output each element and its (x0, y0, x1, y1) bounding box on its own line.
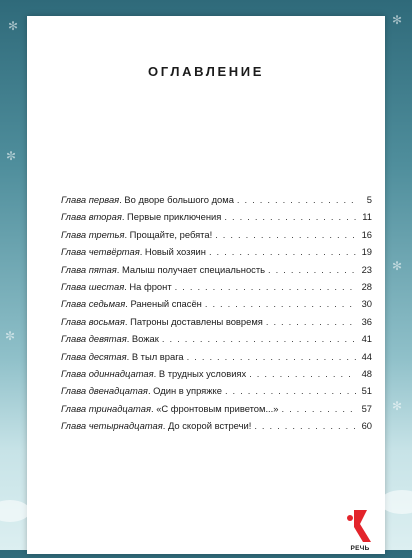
toc-entry (61, 420, 372, 437)
snowflake-icon: ✻ (8, 19, 19, 33)
toc-title: . Новый хозяин (139, 246, 206, 258)
toc-entry (61, 351, 372, 368)
toc-title: . В трудных условиях (153, 367, 247, 379)
toc-chapter: Глава четырнадцатая (61, 420, 163, 432)
toc-chapter: Глава вторая (61, 211, 122, 223)
publisher-name: РЕЧЬ (350, 545, 370, 552)
dot-leader (281, 403, 356, 414)
decorative-shape (0, 500, 30, 522)
toc-entry (61, 385, 372, 402)
toc-chapter: Глава восьмая (61, 315, 125, 327)
toc-title: . Во дворе большого дома (119, 194, 234, 205)
toc-page-number: 11 (362, 211, 372, 223)
table-of-contents (61, 194, 372, 437)
toc-page-number: 5 (366, 194, 372, 205)
dot-leader (224, 211, 356, 222)
page-title: ОГЛАВЛЕНИЕ (148, 64, 264, 79)
dot-leader (237, 194, 356, 205)
toc-page-number: 23 (361, 263, 372, 275)
dot-leader (225, 385, 356, 396)
toc-entry (61, 298, 372, 315)
toc-entry (61, 264, 372, 281)
toc-entry (61, 281, 372, 298)
toc-title: . Прощайте, ребята! (124, 228, 213, 240)
toc-chapter: Глава пятая (61, 263, 117, 275)
toc-page-number: 19 (361, 246, 372, 258)
toc-title: . Патроны доставлены вовремя (124, 315, 263, 327)
snowflake-icon: ✻ (392, 13, 403, 27)
dot-leader (254, 420, 356, 431)
snowflake-icon: ✼ (6, 149, 17, 163)
toc-page-number: 28 (361, 280, 372, 292)
toc-chapter: Глава четвёртая (61, 246, 140, 258)
toc-chapter: Глава шестая (61, 280, 125, 292)
toc-page-number: 30 (361, 298, 372, 310)
dot-leader (175, 281, 356, 292)
toc-page-number: 36 (361, 315, 372, 327)
snowflake-icon: ✻ (392, 259, 403, 273)
toc-entry (61, 211, 372, 228)
toc-chapter: Глава двенадцатая (61, 385, 148, 397)
dot-leader (215, 229, 356, 240)
toc-page-number: 44 (361, 350, 372, 362)
toc-entry (61, 333, 372, 350)
toc-chapter: Глава третья (61, 228, 125, 240)
dot-leader (268, 264, 356, 275)
toc-chapter: Глава одиннадцатая (61, 367, 154, 379)
toc-entry (61, 194, 372, 211)
dot-leader (249, 368, 356, 379)
dot-leader (187, 351, 356, 362)
dot-leader (205, 298, 356, 309)
toc-page-number: 41 (361, 333, 372, 345)
toc-entry (61, 316, 372, 333)
snowflake-icon: ✻ (392, 399, 403, 413)
dot-leader (209, 246, 356, 257)
toc-chapter: Глава седьмая (61, 298, 126, 310)
toc-title: . Первые приключения (121, 211, 222, 223)
toc-title: . «С фронтовым приветом...» (151, 402, 279, 414)
toc-chapter: Глава первая (61, 194, 120, 205)
toc-title: . Вожак (126, 333, 159, 345)
toc-chapter: Глава десятая (61, 350, 127, 362)
toc-title: . Один в упряжке (147, 385, 222, 397)
toc-title: . Раненый спасён (125, 298, 202, 310)
publisher-logo (345, 508, 375, 558)
dot-leader (266, 316, 356, 327)
toc-title: . До скорой встречи! (162, 420, 252, 432)
toc-title: . Малыш получает специальность (116, 263, 266, 275)
toc-page-number: 51 (361, 385, 372, 397)
toc-entry (61, 368, 372, 385)
toc-page-number: 16 (361, 228, 372, 240)
toc-page-number: 57 (361, 402, 372, 414)
toc-title: . На фронт (124, 280, 172, 292)
publisher-logo-icon (345, 508, 375, 544)
toc-chapter: Глава тринадцатая (61, 402, 151, 414)
toc-chapter: Глава девятая (61, 333, 127, 345)
toc-title: . В тыл врага (126, 350, 184, 362)
toc-entry (61, 403, 372, 420)
dot-leader (162, 333, 356, 344)
toc-entry (61, 229, 372, 246)
snowflake-icon: ✼ (5, 329, 16, 343)
book-page (27, 16, 385, 554)
toc-page-number: 60 (361, 420, 372, 432)
toc-page-number: 48 (361, 367, 372, 379)
toc-entry (61, 246, 372, 263)
